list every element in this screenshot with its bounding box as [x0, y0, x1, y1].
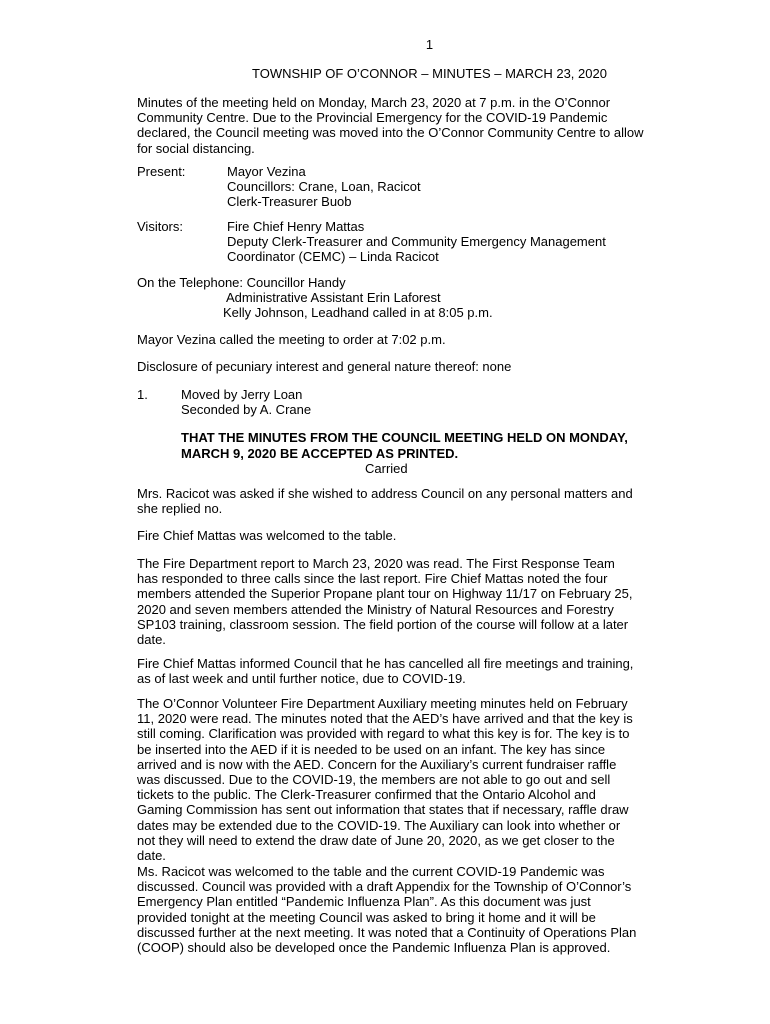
text-line: 11, 2020 were read. The minutes noted that the AED’s have arrived and that the key is: [137, 711, 633, 727]
text-line: for social distancing.: [137, 140, 255, 156]
text-line: Emergency Plan entitled “Pandemic Influenza Plan”. As this document was just: [137, 894, 591, 910]
visitors-label: Visitors:: [137, 219, 183, 234]
resolution-line: MARCH 9, 2020 BE ACCEPTED AS PRINTED.: [181, 445, 459, 461]
text-line: date.: [137, 632, 166, 648]
text-line: has responded to three calls since the last report. Fire Chief Mattas noted the four: [137, 571, 608, 587]
text-line: (COOP) should also be developed once the Pandemic Influenza Plan is approved.: [137, 940, 611, 956]
text-line: Fire Chief Mattas informed Council that he has cancelled all fire meetings and training,: [137, 656, 634, 671]
fire-report-paragraph: [137, 556, 717, 647]
text-line: On the Telephone: Councillor Handy: [137, 275, 346, 290]
text-line: Fire Chief Henry Mattas: [227, 219, 365, 234]
text-line: as of last week and until further notice, due to COVID-19.: [137, 671, 466, 687]
text-line: tickets to the public. The Clerk-Treasurer confirmed that the Ontario Alcohol and: [137, 787, 596, 803]
text-line: The Fire Department report to March 23, 2020 was read. The First Response Team: [137, 556, 615, 571]
text-line: Mayor Vezina: [227, 164, 306, 179]
page-title: TOWNSHIP OF O’CONNOR – MINUTES – MARCH 23, 2020: [252, 66, 607, 81]
text-line: discussed. Council was provided with a draft Appendix for the Township of O’Connor’s: [137, 879, 632, 895]
text-line: be inserted into the AED if it is needed to be used on an infant. The key has since: [137, 741, 606, 757]
text-line: Mrs. Racicot was asked if she wished to address Council on any personal matters and: [137, 486, 633, 501]
intro-paragraph: [137, 95, 717, 156]
text-line: was discussed. Due to the COVID-19, the members are not able to go out and sell: [137, 772, 611, 788]
text-line: 2020 and seven members attended the Ministry of Natural Resources and Forestry: [137, 601, 614, 617]
seconded-by: Seconded by A. Crane: [181, 402, 312, 418]
text-line: still coming. Clarification was provided with regard to what this key is for. The key is to: [137, 726, 630, 742]
telephone-section: [137, 275, 717, 321]
text-line: Administrative Assistant Erin Laforest: [226, 290, 441, 305]
auxiliary-paragraph: [137, 696, 717, 863]
resolution-line: THAT THE MINUTES FROM THE COUNCIL MEETING HELD ON MONDAY,: [181, 430, 628, 446]
motion-result: Carried: [365, 460, 408, 476]
text-line: Kelly Johnson, Leadhand called in at 8:05 p.m.: [223, 305, 493, 321]
text-line: Councillors: Crane, Loan, Racicot: [227, 179, 421, 195]
motion-number: 1.: [137, 387, 148, 402]
text-line: Coordinator (CEMC) – Linda Racicot: [227, 249, 439, 265]
text-line: discussed further at the next meeting. It was noted that a Continuity of Operations Plan: [137, 924, 637, 940]
text-line: arrived and is now with the AED. Concern for the Auxiliary’s current fundraiser raffle: [137, 756, 617, 772]
text-line: not they will need to extend the draw date of June 20, 2020, as we get closer to the: [137, 832, 615, 848]
text-line: date.: [137, 848, 166, 864]
moved-by: Moved by Jerry Loan: [181, 387, 303, 402]
disclosure: Disclosure of pecuniary interest and general nature thereof: none: [137, 359, 512, 374]
text-line: she replied no.: [137, 501, 223, 517]
text-line: Gaming Commission has sent out information that states that if necessary, raffle draw: [137, 802, 629, 818]
racicot-paragraph: [137, 486, 717, 516]
present-label: Present:: [137, 164, 186, 179]
text-line: Community Centre. Due to the Provincial Emergency for the COVID-19 Pandemic: [137, 110, 608, 126]
text-line: SP103 training, classroom session. The field portion of the course will follow at a later: [137, 616, 629, 632]
text-line: declared, the Council meeting was moved into the O’Connor Community Centre to allow: [137, 125, 644, 141]
welcome-paragraph: Fire Chief Mattas was welcomed to the table.: [137, 528, 397, 543]
text-line: members attended the Superior Propane plant tour on Highway 11/17 on February 25,: [137, 586, 633, 602]
page-number: 1: [425, 37, 434, 52]
text-line: dates may be extended due to the COVID-19. The Auxiliary can look into whether or: [137, 817, 621, 833]
text-line: provided tonight at the meeting Council was asked to bring it home and it will be: [137, 909, 596, 925]
text-line: Deputy Clerk-Treasurer and Community Emergency Management: [227, 234, 606, 250]
pandemic-paragraph: [137, 864, 717, 955]
text-line: Minutes of the meeting held on Monday, March 23, 2020 at 7 p.m. in the O’Connor: [137, 95, 611, 110]
cancelled-paragraph: [137, 656, 717, 686]
text-line: Clerk-Treasurer Buob: [227, 194, 352, 210]
text-line: The O’Connor Volunteer Fire Department Auxiliary meeting minutes held on February: [137, 696, 628, 711]
call-to-order: Mayor Vezina called the meeting to order at 7:02 p.m.: [137, 332, 446, 347]
text-line: Ms. Racicot was welcomed to the table and the current COVID-19 Pandemic was: [137, 864, 605, 879]
